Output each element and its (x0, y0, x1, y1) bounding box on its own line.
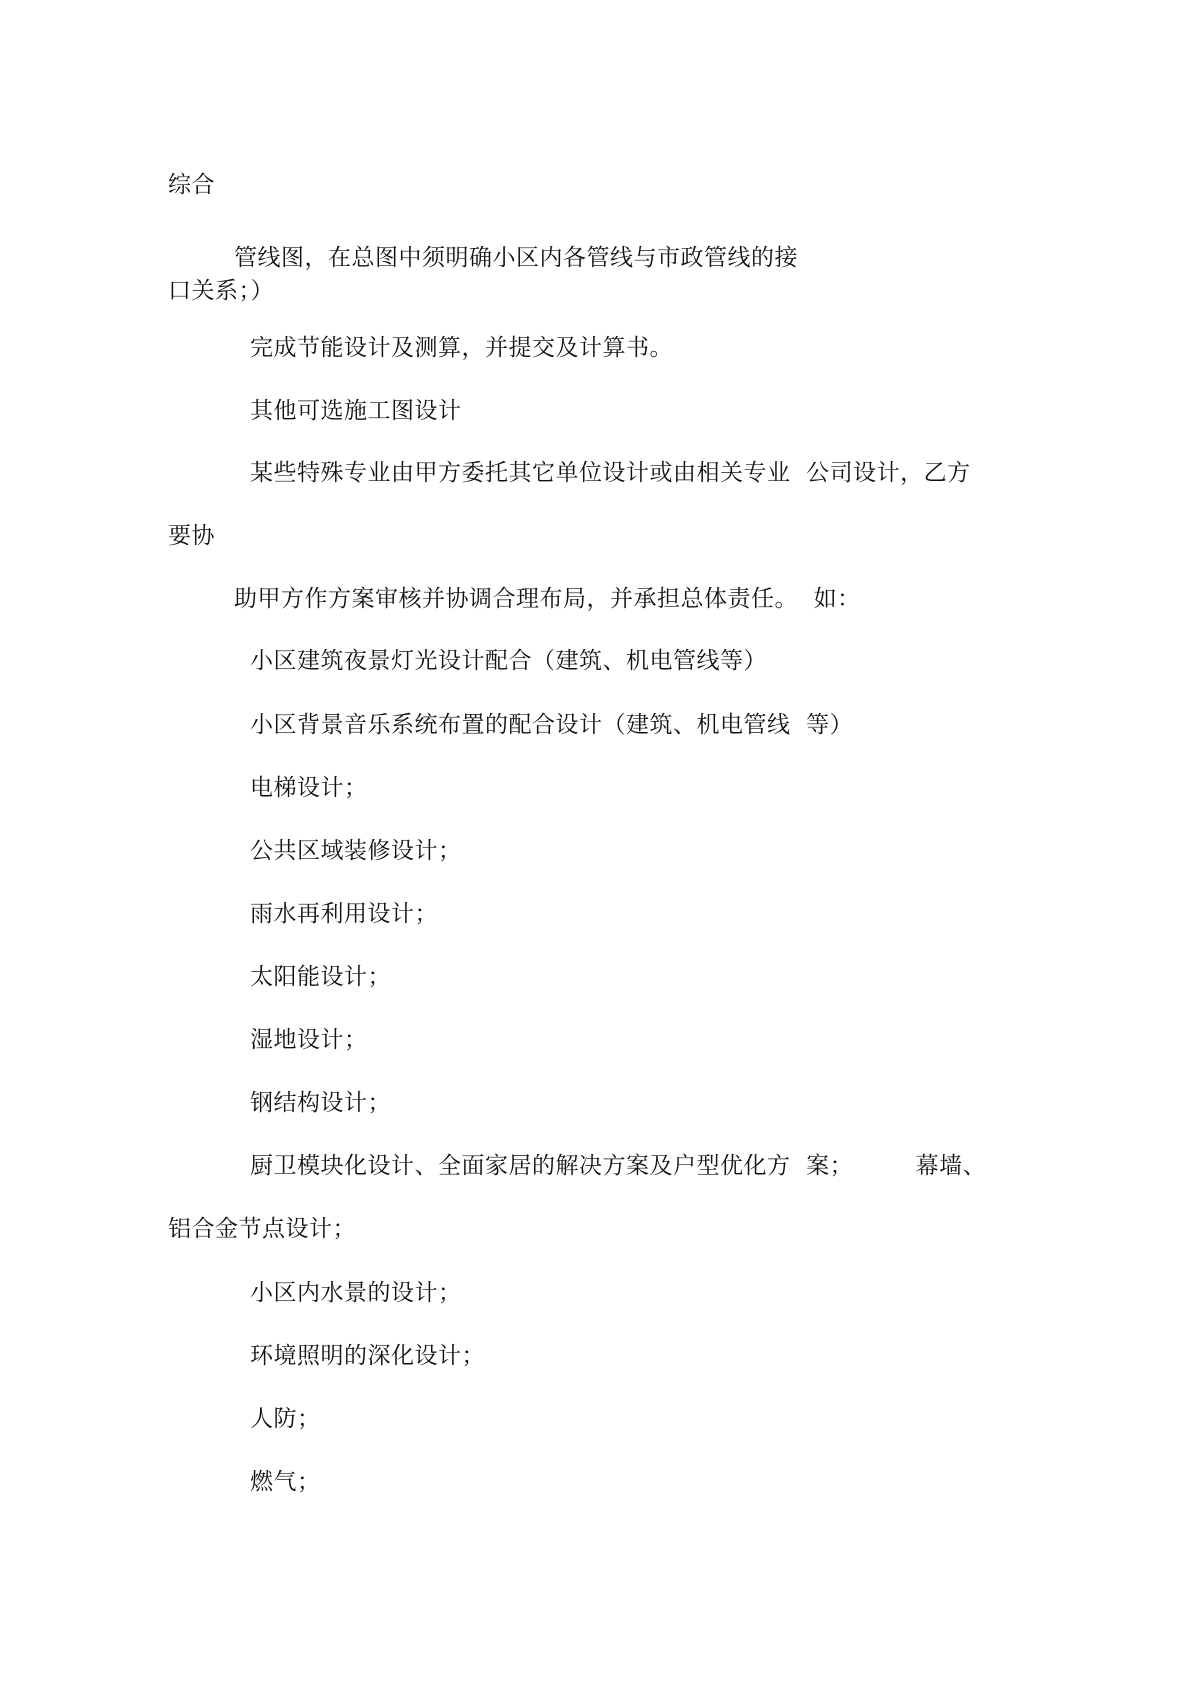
line-environment-lighting: 环境照明的深化设计； (250, 1343, 485, 1369)
line-optional-design: 其他可选施工图设计 (250, 398, 462, 424)
line-public-decoration: 公共区域装修设计； (250, 838, 462, 864)
line-yao-xie: 要协 (168, 523, 215, 549)
line-water-feature: 小区内水景的设计； (250, 1280, 462, 1306)
line-energy-design: 完成节能设计及测算，并提交及计算书。 (250, 335, 673, 361)
line-pipeline-drawing: 管线图，在总图中须明确小区内各管线与市政管线的接 (234, 245, 798, 271)
line-civil-defense: 人防； (250, 1406, 321, 1432)
line-heading-zonghe: 综合 (168, 172, 215, 198)
line-aluminum-nodes: 铝合金节点设计； (168, 1216, 356, 1242)
line-night-lighting: 小区建筑夜景灯光设计配合（建筑、机电管线等） (250, 648, 767, 674)
line-elevator: 电梯设计； (250, 775, 368, 801)
line-wetland: 湿地设计； (250, 1027, 368, 1053)
line-special-discipline: 某些特殊专业由甲方委托其它单位设计或由相关专业 公司设计，乙方 (250, 460, 971, 486)
line-steel-structure: 钢结构设计； (250, 1090, 391, 1116)
line-kitchen-bath: 厨卫模块化设计、全面家居的解决方案及户型优化方 案； 幕墙、 (250, 1153, 987, 1179)
line-assist-review: 助甲方作方案审核并协调合理布局，并承担总体责任。 如： (234, 586, 861, 612)
line-gas: 燃气； (250, 1469, 321, 1495)
line-solar: 太阳能设计； (250, 964, 391, 990)
line-interface-relation: 口关系；） (168, 278, 274, 304)
line-rainwater: 雨水再利用设计； (250, 901, 438, 927)
line-background-music: 小区背景音乐系统布置的配合设计（建筑、机电管线 等） (250, 712, 854, 738)
